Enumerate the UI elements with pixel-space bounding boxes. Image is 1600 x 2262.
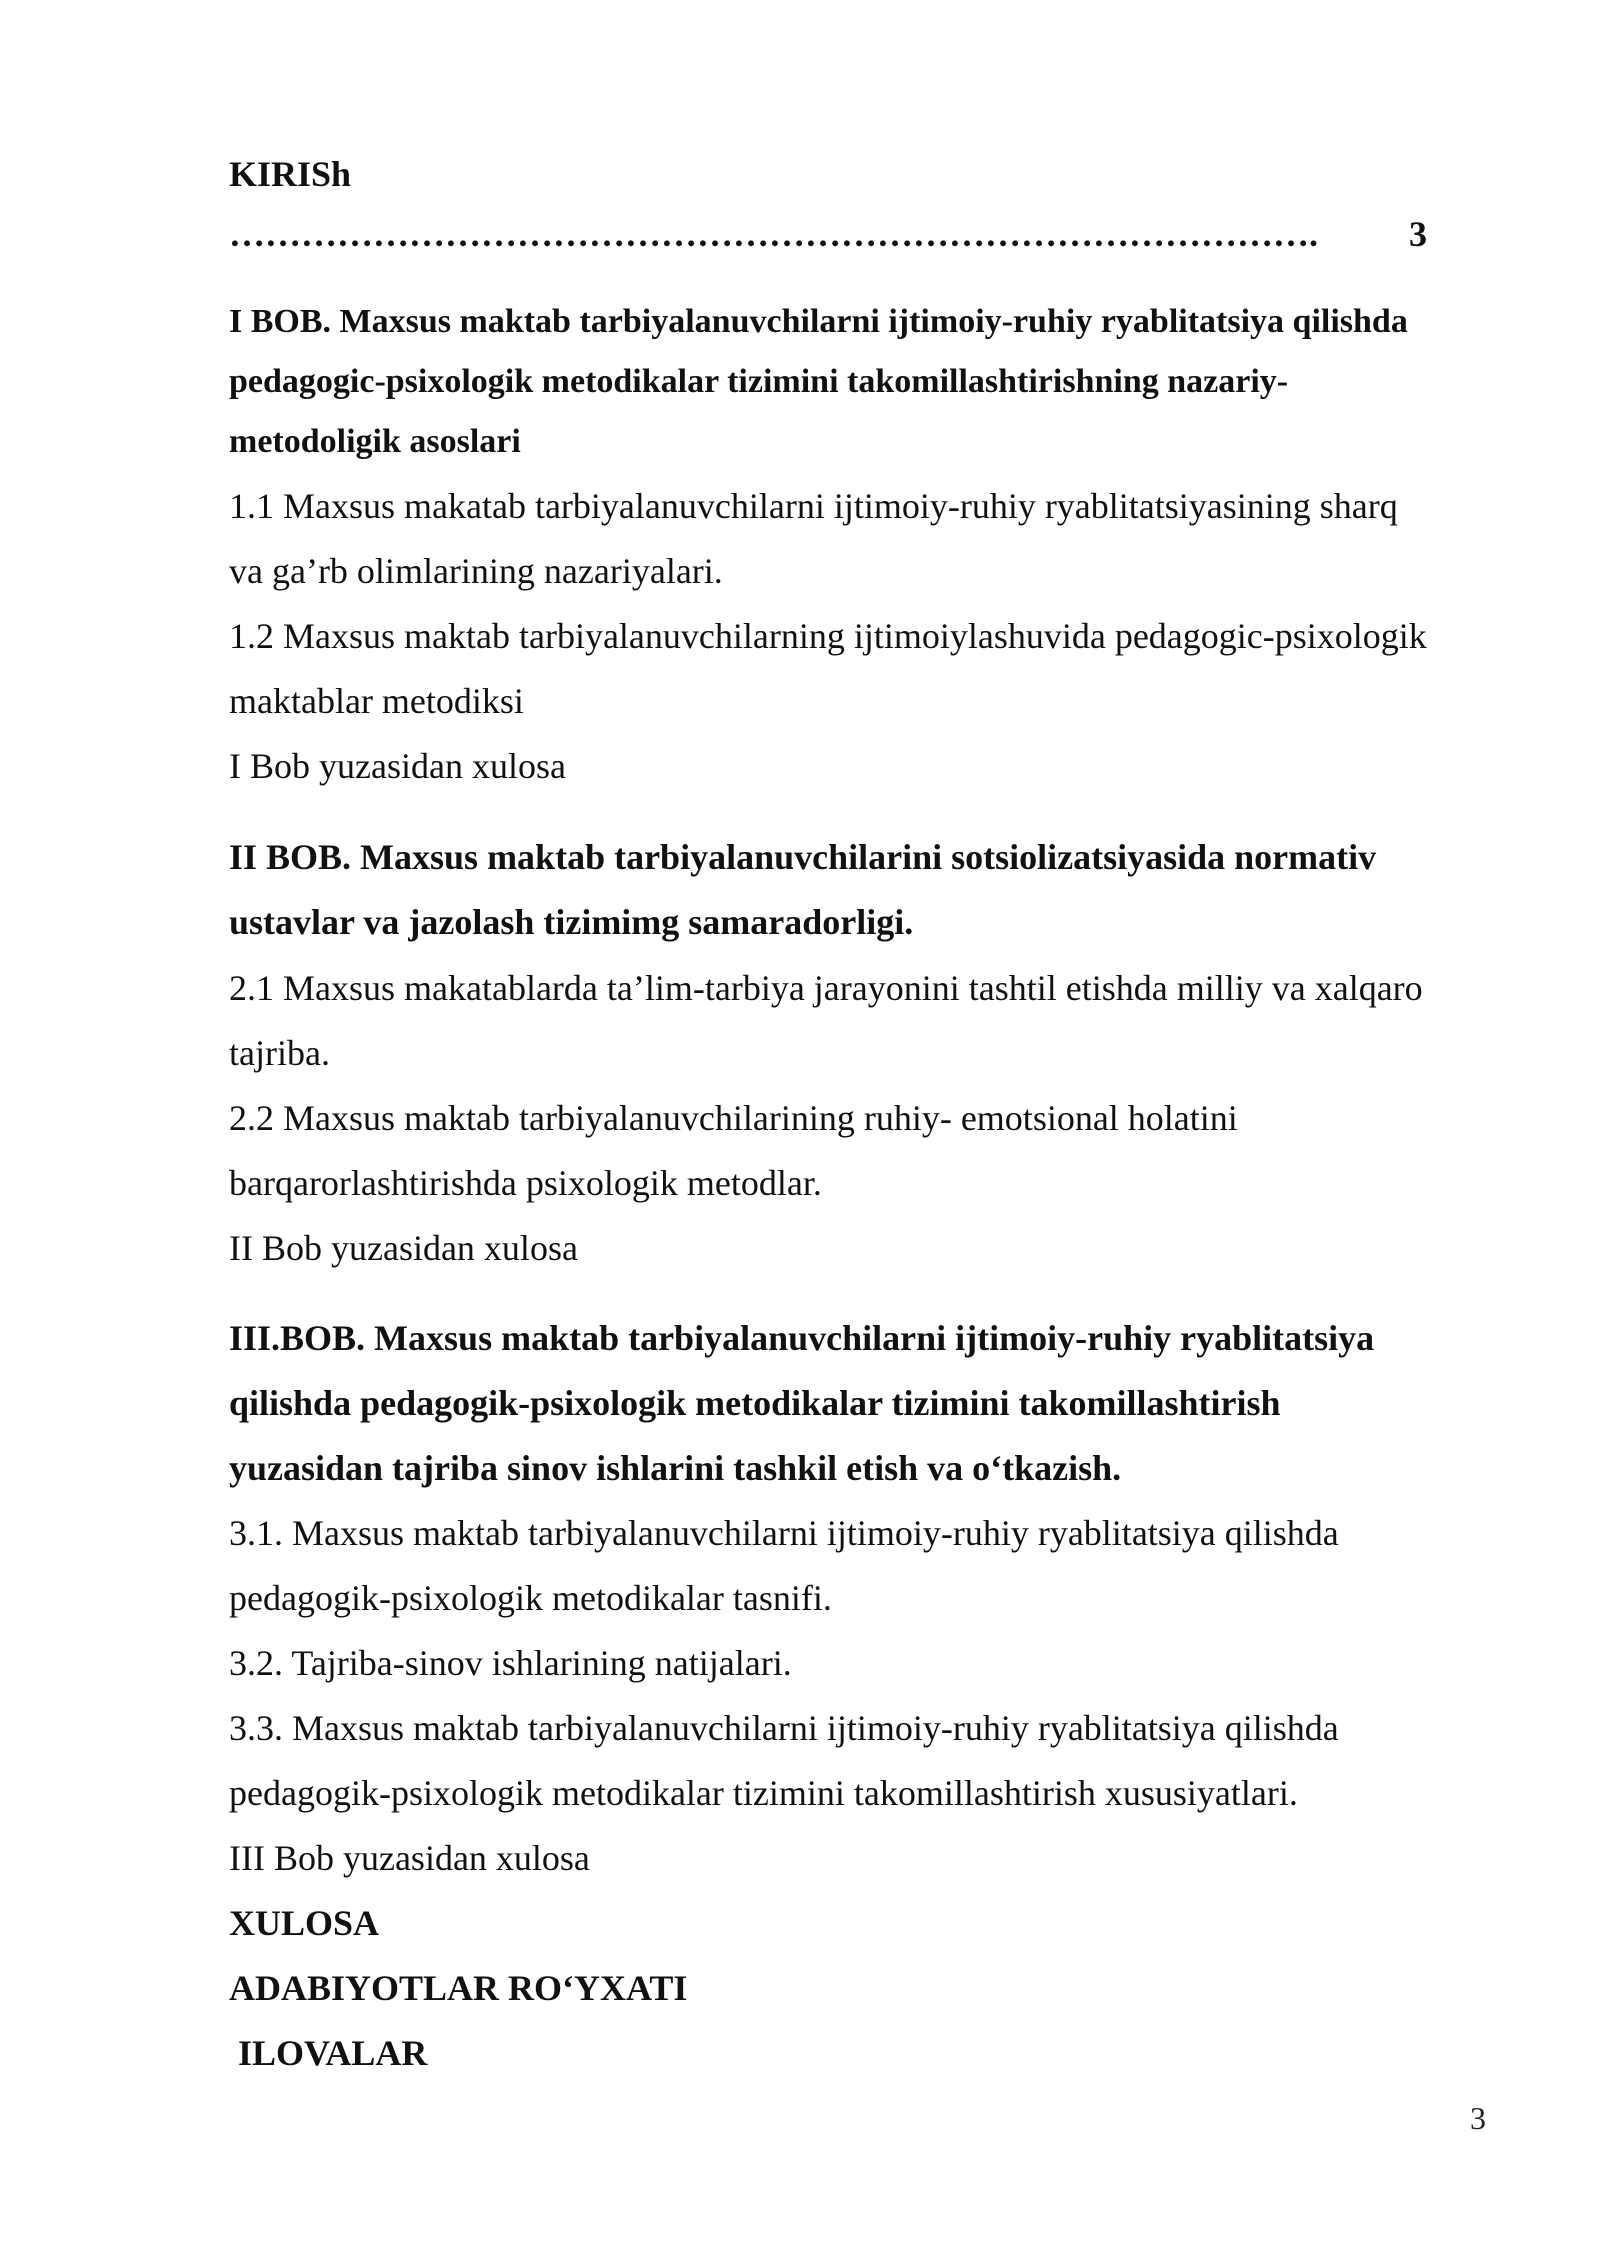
- chapter2-item: tajriba.: [229, 1033, 330, 1073]
- chapter3-item: 3.3. Maxsus maktab tarbiyalanuvchilarni ijtimoiy-ruhiy ryablitatsiya qilishda: [229, 1708, 1339, 1748]
- chapter1-item: I Bob yuzasidan xulosa: [229, 746, 566, 786]
- chapter1-item: 1.2 Maxsus maktab tarbiyalanuvchilarning ijtimoiylashuvida pedagogic-psixologik: [229, 616, 1427, 656]
- chapter1-heading-line: pedagogic-psixologik metodikalar tizimini takomillashtirishning nazariy-: [229, 363, 1289, 400]
- chapter1-item: maktablar metodiksi: [229, 681, 524, 721]
- toc-kirish-page: 3: [1409, 214, 1427, 254]
- toc-xulosa: XULOSA: [229, 1903, 380, 1943]
- chapter3-heading-line: qilishda pedagogik-psixologik metodikalar tizimini takomillashtirish: [229, 1383, 1281, 1423]
- chapter2-item: II Bob yuzasidan xulosa: [229, 1228, 578, 1268]
- chapter3-item: 3.2. Tajriba-sinov ishlarining natijalari.: [229, 1643, 792, 1683]
- table-of-contents: [229, 0, 1494, 2262]
- chapter1-heading-line: metodoligik asoslari: [229, 423, 521, 460]
- toc-adabiyotlar: ADABIYOTLAR RO‘YXATI: [229, 1968, 688, 2008]
- chapter2-item: barqarorlashtirishda psixologik metodlar.: [229, 1163, 822, 1203]
- chapter3-heading-line: yuzasidan tajriba sinov ishlarini tashkil etish va o‘tkazish.: [229, 1448, 1122, 1488]
- chapter2-item: 2.2 Maxsus maktab tarbiyalanuvchilarining ruhiy- emotsional holatini: [229, 1098, 1238, 1138]
- chapter1-item: 1.1 Maxsus makatab tarbiyalanuvchilarni ijtimoiy-ruhiy ryablitatsiyasining sharq: [229, 486, 1398, 526]
- chapter1-heading-line: I BOB. Maxsus maktab tarbiyalanuvchilarni ijtimoiy-ruhiy ryablitatsiya qilishda: [229, 303, 1408, 340]
- chapter3-heading-line: III.BOB. Maxsus maktab tarbiyalanuvchilarni ijtimoiy-ruhiy ryablitatsiya: [229, 1318, 1375, 1358]
- toc-kirish-title: KIRISh: [229, 154, 352, 194]
- chapter2-item: 2.1 Maxsus makatablarda ta’lim-tarbiya jarayonini tashtil etishda milliy va xalqaro: [229, 968, 1423, 1008]
- chapter1-item: va ga’rb olimlarining nazariyalari.: [229, 551, 723, 591]
- toc-ilovalar: ILOVALAR: [229, 2033, 428, 2073]
- chapter3-item: pedagogik-psixologik metodikalar tizimini takomillashtirish xususiyatlari.: [229, 1773, 1298, 1813]
- chapter3-item: pedagogik-psixologik metodikalar tasnifi.: [229, 1578, 832, 1618]
- chapter3-item: III Bob yuzasidan xulosa: [229, 1838, 590, 1878]
- toc-kirish-dots: ……………………………………………………………………………….: [229, 214, 1318, 254]
- chapter2-heading-line: ustavlar va jazolash tizimimg samaradorligi.: [229, 902, 914, 942]
- chapter3-item: 3.1. Maxsus maktab tarbiyalanuvchilarni ijtimoiy-ruhiy ryablitatsiya qilishda: [229, 1513, 1339, 1553]
- chapter2-heading-line: II BOB. Maxsus maktab tarbiyalanuvchilarini sotsiolizatsiyasida normativ: [229, 837, 1377, 877]
- page-number: 3: [1470, 2100, 1486, 2136]
